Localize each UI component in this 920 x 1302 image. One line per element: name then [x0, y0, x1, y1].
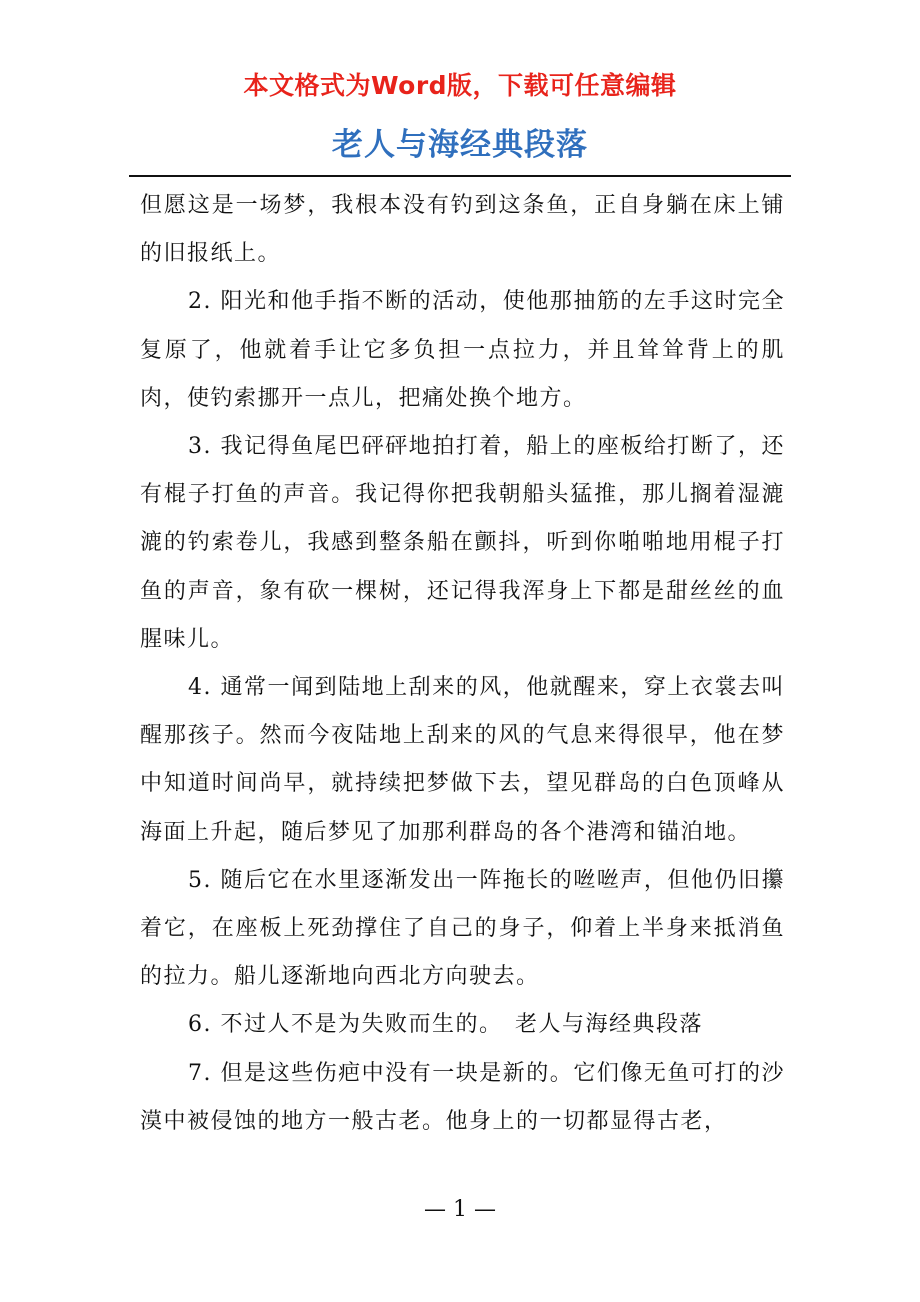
paragraph-4: 4. 通常一闻到陆地上刮来的风，他就醒来，穿上衣裳去叫醒那孩子。然而今夜陆地上刮来的风的气息来得很早，他在梦中知道时间尚早，就持续把梦做下去，望见群岛的白色顶峰从海面上升起，随后梦见了加那利群岛的各个港湾和锚泊地。	[140, 675, 785, 845]
paragraph-2: 2. 阳光和他手指不断的活动，使他那抽筋的左手这时完全复原了，他就着手让它多负担一点拉力，并且耸耸背上的肌肉，使钓索挪开一点儿，把痛处换个地方。	[140, 289, 785, 411]
paragraph-6: 6. 不过人不是为失败而生的。 老人与海经典段落	[188, 1012, 703, 1038]
paragraph-continued: 但愿这是一场梦，我根本没有钓到这条鱼，正自身躺在床上铺的旧报纸上。	[140, 193, 785, 267]
paragraph-3: 3. 我记得鱼尾巴砰砰地拍打着，船上的座板给打断了，还有棍子打鱼的声音。我记得你把我朝船头猛推，那儿搁着湿漉漉的钓索卷儿，我感到整条船在颤抖，听到你啪啪地用棍子打鱼的声音，象有砍一棵树，还记得我浑身上下都是甜丝丝的血腥味儿。	[140, 434, 785, 652]
format-banner: 本文格式为Word版，下载可任意编辑	[243, 71, 677, 100]
paragraph-7: 7. 但是这些伤疤中没有一块是新的。它们像无鱼可打的沙漠中被侵蚀的地方一般古老。他身上的一切都显得古老，	[140, 1060, 785, 1134]
page-title: 老人与海经典段落	[332, 127, 588, 163]
header-rule	[129, 175, 791, 177]
document-body	[140, 182, 785, 1146]
page-number: — 1 —	[424, 1197, 496, 1222]
paragraph-5: 5. 随后它在水里逐渐发出一阵拖长的咝咝声，但他仍旧攥着它，在座板上死劲撑住了自己的身子，仰着上半身来抵消鱼的拉力。船儿逐渐地向西北方向驶去。	[140, 867, 785, 990]
